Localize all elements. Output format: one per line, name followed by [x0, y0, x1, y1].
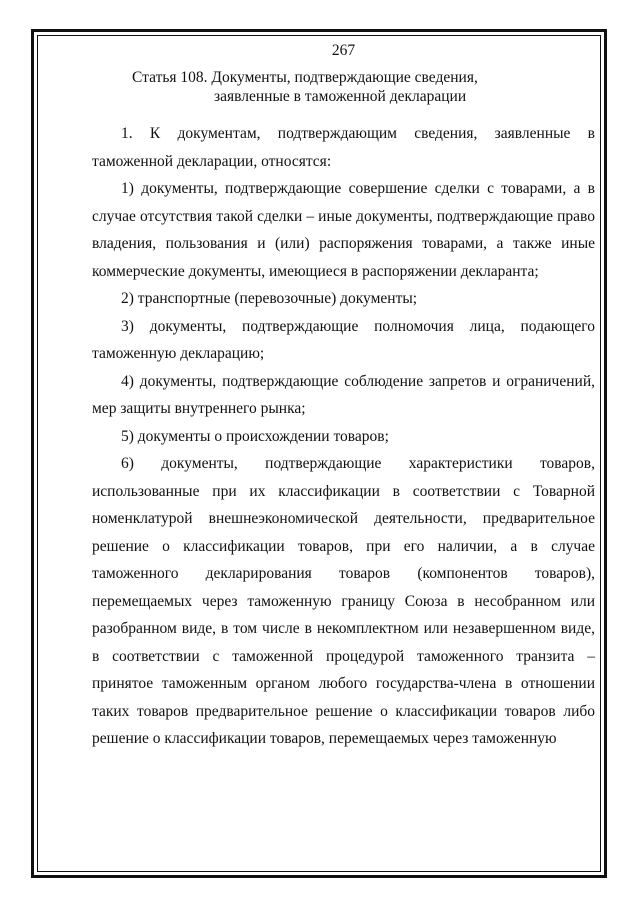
page-number: 267 [331, 42, 356, 59]
page-content [92, 36, 595, 753]
list-item-3: 3) документы, подтверждающие полномочия лица, подающего таможенную декларацию; [92, 317, 595, 362]
article-title-line-2: заявленные в таможенной декларации [214, 88, 467, 105]
list-item-4: 4) документы, подтверждающие соблюдение запретов и ограничений, мер защиты внутреннего рынка; [92, 372, 595, 417]
article-heading [92, 68, 595, 106]
paragraph-1: 1. К документам, подтверждающим сведения, заявленные в таможенной декларации, относятся: [92, 125, 595, 170]
list-item-1: 1) документы, подтверждающие совершение сделки с товарами, а в случае отсутствия такой сделки – иные документы, подтверждающие право владения, пользования и (или) распоряжения товарами, а также иные коммерческие документы, имеющиеся в распоряжении декларанта; [92, 180, 595, 280]
list-item-5: 5) документы о происхождении товаров; [121, 427, 389, 445]
article-title-line-1: Статья 108. Документы, подтверждающие сведения, [132, 69, 478, 86]
list-item-6: 6) документы, подтверждающие характеристики товаров, использованные при их классификации в соответствии с Товарной номенклатурой внешнеэкономической деятельности, предварительное решение о классификации товаров, при его наличии, а в случае таможенного декларирования товаров (компонентов товаров), перемещаемых через таможенную границу Союза в несобранном или разобранном виде, в том числе в некомплектном или незавершенном виде, в соответствии с таможенной процедурой таможенного транзита – принятое таможенным органом любого государства-члена в отношении таких товаров предварительное решение о классификации товаров либо решение о классификации товаров, перемещаемых через таможенную [92, 455, 595, 747]
list-item-2: 2) транспортные (перевозочные) документы; [121, 290, 418, 307]
